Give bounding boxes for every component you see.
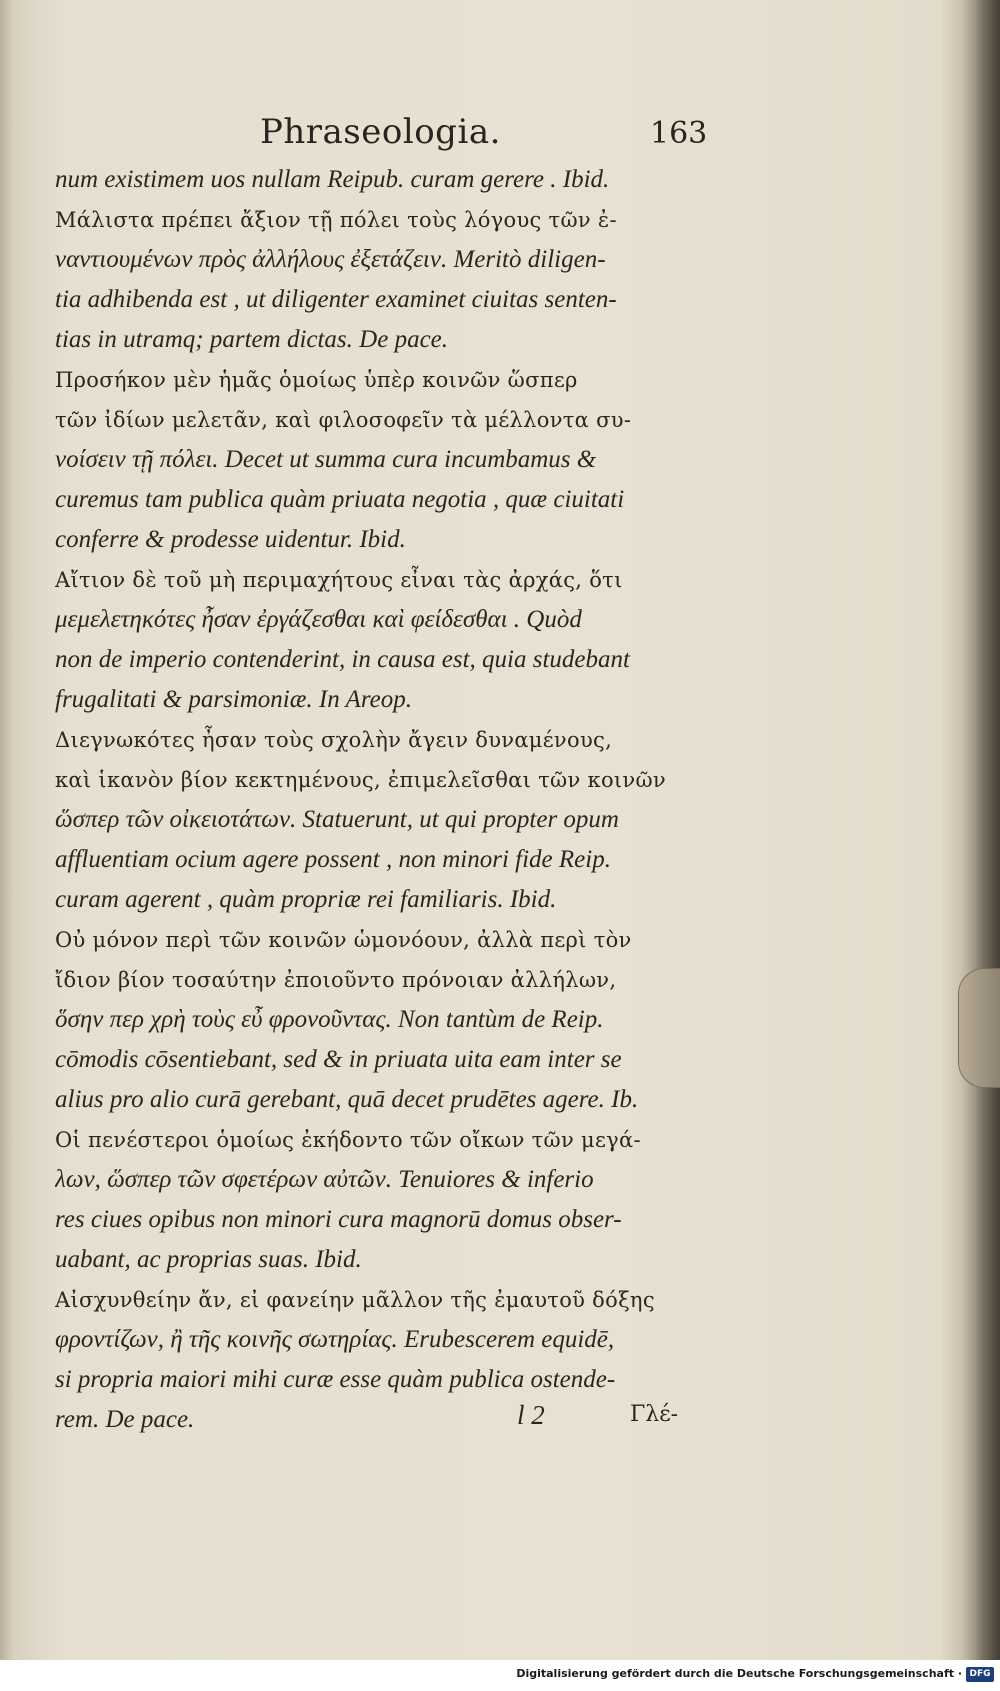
text-line: si propria maiori mihi curæ esse quàm publica ostende- <box>55 1366 616 1393</box>
credit-text: Digitalisierung gefördert durch die Deutsche Forschungsgemeinschaft · <box>516 1667 962 1680</box>
running-head: Phraseologia. <box>260 112 501 152</box>
text-line: curam agerent , quàm propriæ rei familiaris. Ibid. <box>55 886 557 913</box>
page-footer <box>55 1400 695 1440</box>
text-line: tias in utramq; partem dictas. De pace. <box>55 326 449 353</box>
text-line: non de imperio contenderint, in causa est, quia studebant <box>55 646 630 673</box>
text-line: Οἱ πενέστεροι ὁμοίως ἐκήδοντο τῶν οἴκων τῶν μεγά- <box>55 1128 641 1152</box>
text-line: καὶ ἱκανὸν βίον κεκτημένους, ἐπιμελεῖσθαι τῶν κοινῶν <box>55 768 666 792</box>
text-line: alius pro alio curā gerebant, quā decet prudētes agere. Ib. <box>55 1086 639 1113</box>
text-line: Διεγνωκότες ἦσαν τοὺς σχολὴν ἄγειν δυναμένους, <box>55 728 613 752</box>
text-block <box>55 160 695 1440</box>
text-line: cōmodis cōsentiebant, sed & in priuata uita eam inter se <box>55 1046 622 1073</box>
text-line: Αἰσχυνθείην ἄν, εἰ φανείην μᾶλλον τῆς ἐμαυτοῦ δόξης <box>55 1288 655 1312</box>
text-line: res ciues opibus non minori cura magnorū domus obser- <box>55 1206 622 1233</box>
text-line: Προσήκον μὲν ἡμᾶς ὁμοίως ὑπὲρ κοινῶν ὥσπερ <box>55 368 578 392</box>
page-number: 163 <box>650 116 708 151</box>
text-line: tia adhibenda est , ut diligenter examinet ciuitas senten- <box>55 286 617 313</box>
dfg-logo: DFG <box>966 1667 994 1682</box>
text-line: Αἴτιον δὲ τοῦ μὴ περιμαχήτους εἶναι τὰς ἀρχάς, ὅτι <box>55 568 623 592</box>
text-line: μεμελετηκότες ἦσαν ἐργάζεσθαι καὶ φείδεσθαι . Quòd <box>55 606 582 633</box>
signature-mark: l 2 <box>517 1400 545 1430</box>
catchword: Γλέ- <box>630 1402 679 1427</box>
text-line: affluentiam ocium agere possent , non minori fide Reip. <box>55 846 611 873</box>
text-line: ναντιουμένων πρὸς ἀλλήλους ἐξετάζειν. Meritò diligen- <box>55 246 606 273</box>
text-line: frugalitati & parsimoniæ. In Areop. <box>55 686 412 713</box>
text-line: ἴδιον βίον τοσαύτην ἐποιοῦντο πρόνοιαν ἀλλήλων, <box>55 968 617 992</box>
text-line: νοίσειν τῇ πόλει. Decet ut summa cura incumbamus & <box>55 446 597 473</box>
credit-bar <box>0 1660 1000 1691</box>
page-header <box>55 112 945 164</box>
text-line: ὥσπερ τῶν οἰκειοτάτων. Statuerunt, ut qui propter opum <box>55 806 619 833</box>
text-line: uabant, ac proprias suas. Ibid. <box>55 1246 362 1273</box>
page-edge-shadow <box>975 0 1000 1660</box>
book-clip <box>958 968 1000 1088</box>
text-line: rem. De pace. <box>55 1406 195 1433</box>
text-line: Μάλιστα πρέπει ἄξιον τῇ πόλει τοὺς λόγους τῶν ἐ- <box>55 208 617 232</box>
text-line: num existimem uos nullam Reipub. curam gerere . Ibid. <box>55 166 610 193</box>
text-line: λων, ὥσπερ τῶν σφετέρων αὐτῶν. Tenuiores & inferio <box>55 1166 594 1193</box>
text-line: Οὐ μόνον περὶ τῶν κοινῶν ὡμονόουν, ἀλλὰ περὶ τὸν <box>55 928 632 952</box>
text-line: ὅσην περ χρὴ τοὺς εὖ φρονοῦντας. Non tantùm de Reip. <box>55 1006 604 1033</box>
text-line: τῶν ἰδίων μελετᾶν, καὶ φιλοσοφεῖν τὰ μέλλοντα συ- <box>55 408 632 432</box>
text-line: conferre & prodesse uidentur. Ibid. <box>55 526 406 553</box>
text-line: curemus tam publica quàm priuata negotia , quæ ciuitati <box>55 486 625 513</box>
text-line: φροντίζων, ἢ τῆς κοινῆς σωτηρίας. Erubescerem equidē, <box>55 1326 615 1353</box>
